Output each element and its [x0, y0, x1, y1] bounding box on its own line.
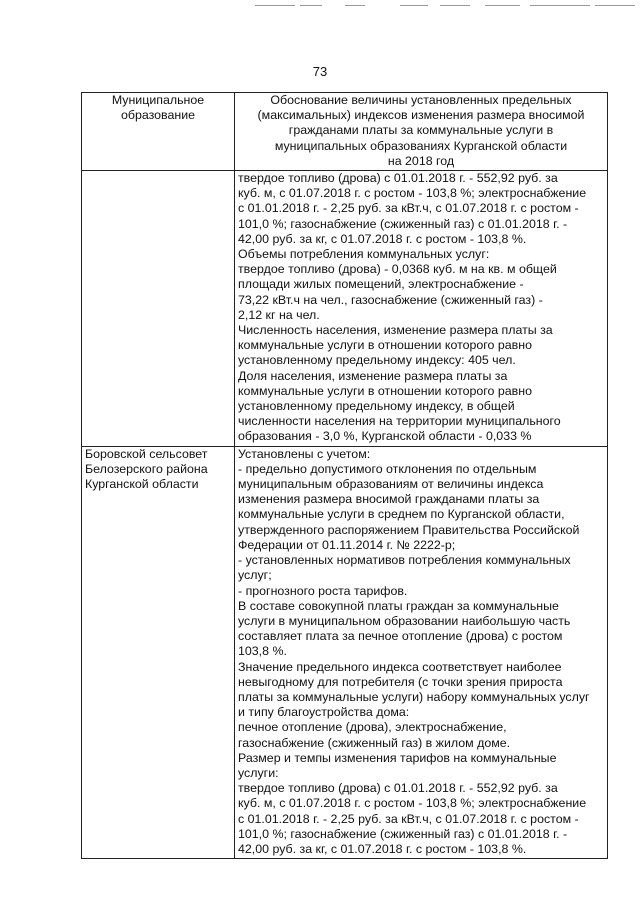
- text-line: газоснабжение (сжиженный газ) в жилом доме.: [238, 735, 511, 750]
- page-number: 73: [312, 64, 328, 79]
- header-justification-line: на 2018 год: [387, 153, 455, 168]
- header-justification-line: Обоснование величины установленных предельных: [270, 93, 572, 107]
- text-line: Объемы потребления коммунальных услуг:: [238, 247, 490, 262]
- text-line: Доля населения, изменение размера платы за: [238, 368, 508, 383]
- municipality-cell: [82, 171, 235, 447]
- justification-cell: [235, 446, 608, 858]
- header-justification-line: гражданами платы за коммунальные услуги в: [288, 123, 554, 138]
- text-line: В составе совокупной платы граждан за коммунальные: [238, 598, 559, 613]
- text-line: услуги в муниципальном образовании наибольшую часть: [238, 613, 571, 628]
- text-line: и типу благоустройства дома:: [238, 705, 410, 720]
- text-line: 42,00 руб. за кг, с 01.07.2018 г. с ростом - 103,8 %.: [238, 231, 527, 246]
- text-line: площади жилых помещений, электроснабжение -: [238, 277, 524, 292]
- text-line: коммунальные услуги в среднем по Курганской области,: [238, 507, 565, 522]
- text-line: Установлены с учетом:: [238, 446, 371, 461]
- text-line: установленному предельному индексу, в общей: [238, 399, 515, 414]
- text-line: твердое топливо (дрова) с 01.01.2018 г. - 552,92 руб. за: [238, 781, 558, 796]
- text-line: услуги:: [238, 765, 279, 780]
- table-row: [82, 446, 608, 858]
- table-header-row: [82, 93, 608, 171]
- text-line: 101,0 %; газоснабжение (сжиженный газ) с 01.01.2018 г. -: [238, 216, 568, 231]
- text-line: печное отопление (дрова), электроснабжение,: [238, 720, 507, 735]
- text-line: составляет плата за печное отопление (дрова) с ростом: [238, 629, 563, 644]
- text-line: - прогнозного роста тарифов.: [238, 583, 408, 598]
- text-line: 73,22 кВт.ч на чел., газоснабжение (сжиженный газ) -: [238, 292, 543, 307]
- municipality-cell: [82, 446, 235, 858]
- header-municipality-cell: [82, 93, 235, 171]
- text-line: Значение предельного индекса соответствует наиболее: [238, 659, 562, 674]
- justification-cell: [235, 171, 608, 447]
- text-line: куб. м, с 01.07.2018 г. с ростом - 103,8 %; электроснабжение: [238, 186, 587, 201]
- text-line: численности населения на территории муниципального: [238, 414, 561, 429]
- text-line: - установленных нормативов потребления коммунальных: [238, 553, 571, 568]
- text-line: Размер и темпы изменения тарифов на коммунальные: [238, 750, 557, 765]
- text-line: 2,12 кг на чел.: [238, 307, 320, 322]
- header-municipality-line: образование: [120, 108, 196, 123]
- text-line: 101,0 %; газоснабжение (сжиженный газ) с 01.01.2018 г. -: [238, 826, 568, 841]
- text-line: с 01.01.2018 г. - 2,25 руб. за кВт.ч, с 01.07.2018 г. с ростом -: [238, 201, 579, 216]
- header-justification-cell: [235, 93, 608, 171]
- text-line: с 01.01.2018 г. - 2,25 руб. за кВт.ч, с 01.07.2018 г. с ростом -: [238, 811, 579, 826]
- municipality-name-line: Курганской области: [85, 477, 199, 492]
- tariff-justification-table: [81, 92, 608, 859]
- header-justification-line: (максимальных) индексов изменения размера вносимой: [257, 108, 585, 123]
- municipality-name-line: Боровской сельсовет: [85, 446, 208, 461]
- text-line: образования - 3,0 %, Курганской области - 0,033 %: [238, 429, 532, 444]
- text-line: твердое топливо (дрова) - 0,0368 куб. м на кв. м общей: [238, 262, 557, 277]
- text-line: Федерации от 01.11.2014 г. № 2222-р;: [238, 537, 456, 552]
- text-line: Численность населения, изменение размера платы за: [238, 323, 553, 338]
- text-line: услуг;: [238, 568, 272, 583]
- header-justification-line: муниципальных образованиях Курганской области: [274, 138, 568, 153]
- text-line: утвержденного распоряжением Правительства Российской: [238, 522, 580, 537]
- text-line: 42,00 руб. за кг, с 01.07.2018 г. с ростом - 103,8 %.: [238, 841, 527, 856]
- scan-edge-artifact: [0, 0, 640, 14]
- table-row: [82, 171, 608, 447]
- text-line: платы за коммунальные услуги) набору коммунальных услуг: [238, 689, 590, 704]
- text-line: твердое топливо (дрова) с 01.01.2018 г. - 552,92 руб. за: [238, 171, 558, 186]
- text-line: коммунальные услуги в отношении которого равно: [238, 338, 532, 353]
- text-line: куб. м, с 01.07.2018 г. с ростом - 103,8 %; электроснабжение: [238, 796, 587, 811]
- municipality-name-line: Белозерского района: [85, 461, 208, 476]
- text-line: изменения размера вносимой гражданами платы за: [238, 492, 540, 507]
- text-line: муниципальным образованиям от величины индекса: [238, 477, 544, 492]
- text-line: - предельно допустимого отклонения по отдельным: [238, 461, 537, 476]
- header-municipality-line: Муниципальное: [111, 93, 205, 107]
- text-line: коммунальные услуги в отношении которого равно: [238, 383, 532, 398]
- text-line: установленному предельному индексу: 405 чел.: [238, 353, 516, 368]
- text-line: невыгодному для потребителя (с точки зрения прироста: [238, 674, 563, 689]
- text-line: 103,8 %.: [238, 644, 287, 659]
